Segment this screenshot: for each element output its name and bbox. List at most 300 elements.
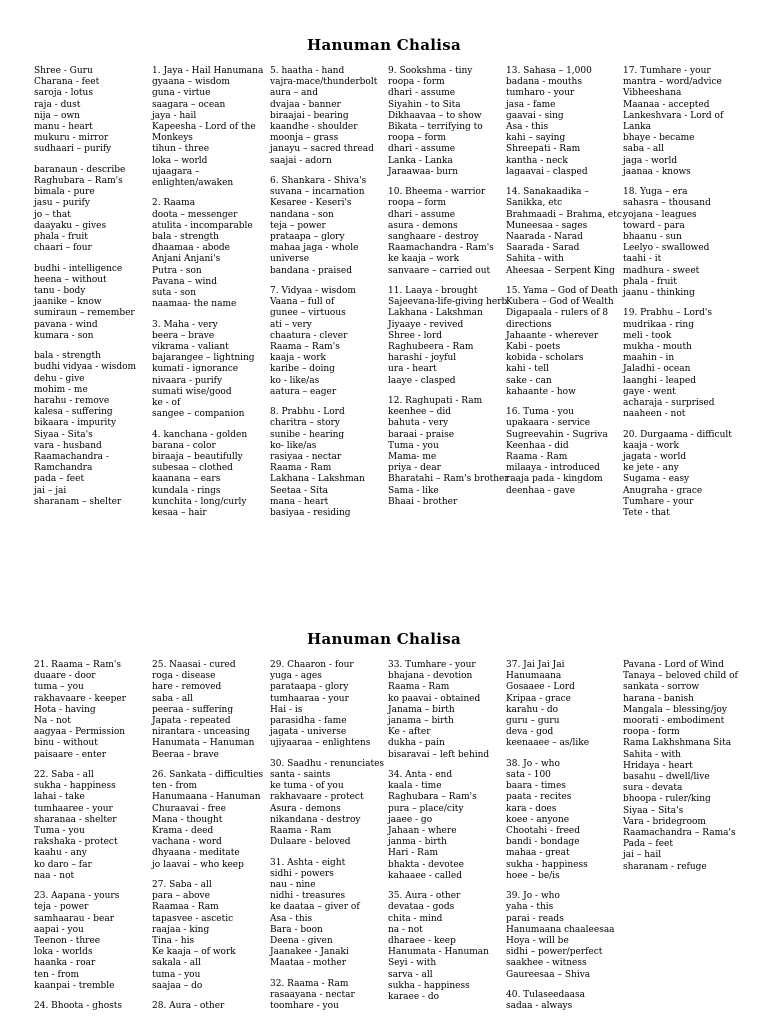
glossary-entry: Siyaa – Sita's	[623, 805, 684, 816]
glossary-entry: basahu – dwell/live	[623, 772, 710, 783]
glossary-entry: Bara - boon	[270, 924, 323, 935]
glossary-entry: sata - 100	[506, 770, 551, 781]
glossary-entry: kaandhe - shoulder	[270, 122, 358, 133]
glossary-entry: Asa - this	[506, 122, 549, 133]
glossary-entry: 26. Sankata - difficulties	[152, 770, 264, 781]
glossary-entry: heena – without	[34, 274, 107, 285]
glossary-entry: jaga - world	[623, 155, 678, 166]
glossary-entry: Tumhare - your	[623, 496, 694, 507]
glossary-entry: directions	[506, 319, 552, 330]
glossary-entry: jaanaa - knows	[623, 166, 691, 177]
glossary-entry: Kapeesha - Lord of the	[152, 122, 256, 133]
glossary-entry: Keenhaa - did	[506, 440, 569, 451]
glossary-entry: 35. Aura - other	[388, 891, 461, 902]
glossary-entry: 3. Maha - very	[152, 319, 218, 330]
glossary-entry: toomhare - you	[270, 1001, 339, 1012]
glossary-entry: parataapa - glory	[270, 682, 349, 693]
glossary-entry: mukuru - mirror	[34, 133, 109, 144]
glossary-entry: sadaa - always	[506, 1001, 573, 1012]
glossary-entry: ten - from	[152, 781, 198, 792]
glossary-entry: jaanu - thinking	[623, 288, 695, 299]
glossary-entry: loka – world	[152, 155, 208, 166]
glossary-entry: saajai - adorn	[270, 155, 332, 166]
glossary-entry: beera – brave	[152, 330, 215, 341]
glossary-entry: Hanumata - Hanuman	[388, 947, 489, 958]
glossary-entry: ura - heart	[388, 364, 437, 375]
glossary-entry: 31. Ashta - eight	[270, 857, 346, 868]
glossary-entry: sunibe - hearing	[270, 429, 345, 440]
glossary-entry: guna - virtue	[152, 88, 211, 99]
glossary-entry: Hota - having	[34, 704, 96, 715]
glossary-entry: tumharo - your	[506, 88, 575, 99]
glossary-entry: pavana - wind	[34, 319, 98, 330]
glossary-entry: rakshaka - protect	[34, 837, 118, 848]
glossary-entry: dhyaana - meditate	[152, 848, 240, 859]
entry-gap	[506, 178, 626, 187]
page-title-1: Hanuman Chalisa	[306, 36, 462, 54]
glossary-entry: Rama Lakhshmana Sita	[623, 738, 732, 749]
glossary-entry: jaya - hail	[152, 110, 197, 121]
glossary-entry: Japata - repeated	[152, 716, 231, 727]
glossary-entry: mana - heart	[270, 496, 329, 507]
glossary-entry: vara - husband	[34, 440, 102, 451]
glossary-entry: bikaara - impurity	[34, 418, 117, 429]
glossary-entry: 6. Shankara - Shiva's	[270, 176, 367, 187]
glossary-entry: samhaarau - bear	[34, 913, 115, 924]
glossary-entry: Hai - is	[270, 704, 303, 715]
glossary-entry: bhajana - devotion	[388, 671, 473, 682]
glossary-entry: sahasra – thousand	[623, 198, 711, 209]
glossary-entry: ke daataa – giver of	[270, 902, 360, 913]
glossary-entry: 2. Raama	[152, 198, 196, 209]
entry-gap	[34, 342, 154, 351]
glossary-entry: tuma – you	[34, 682, 84, 693]
glossary-column	[388, 66, 508, 508]
glossary-entry: Brahmaadi – Brahma, etc.	[506, 209, 625, 220]
glossary-entry: sidhi - powers	[270, 868, 334, 879]
glossary-entry: bimala - pure	[34, 187, 95, 198]
glossary-entry: 7. Vidyaa - wisdom	[270, 286, 356, 297]
glossary-column	[388, 660, 508, 1003]
glossary-entry: Kubera – God of Wealth	[506, 297, 614, 308]
glossary-entry: 21. Raama – Ram's	[34, 660, 121, 670]
glossary-entry: Maataa - mother	[270, 958, 347, 969]
glossary-entry: Sugama - easy	[623, 474, 690, 485]
glossary-entry: Jiyaaye - revived	[388, 319, 464, 330]
glossary-column	[152, 66, 272, 519]
glossary-entry: Ke kaaja – of work	[152, 947, 236, 958]
glossary-entry: gaye - went	[623, 386, 676, 397]
glossary-entry: Lanka - Lanka	[388, 155, 453, 166]
glossary-entry: biraaja – beautifully	[152, 452, 243, 463]
glossary-entry: ujaagara –	[152, 166, 200, 177]
glossary-entry: Tina - his	[152, 936, 195, 947]
glossary-entry: Aheesaa – Serpent King	[506, 265, 615, 276]
glossary-entry: 37. Jai Jai Jai	[506, 660, 565, 670]
glossary-entry: Leelyo - swallowed	[623, 243, 710, 254]
glossary-entry: 27. Saba - all	[152, 880, 212, 891]
glossary-entry: 5. haatha - hand	[270, 66, 345, 76]
glossary-entry: tumhaaree - your	[34, 803, 113, 814]
entry-gap	[270, 398, 390, 407]
glossary-entry: Hanumaana	[506, 671, 562, 682]
glossary-entry: Na - not	[34, 716, 71, 727]
glossary-entry: ke jete - any	[623, 463, 679, 474]
glossary-entry: bahuta - very	[388, 418, 449, 429]
glossary-entry: naamaa- the name	[152, 299, 237, 310]
glossary-entry: Raama - Ram	[270, 463, 332, 474]
entry-gap	[388, 178, 508, 187]
glossary-entry: kahi – saying	[506, 133, 566, 144]
glossary-entry: bajarangee – lightning	[152, 353, 255, 364]
glossary-entry: Krama - deed	[152, 826, 214, 837]
entry-gap	[34, 992, 154, 1001]
glossary-entry: mahaa - great	[506, 848, 570, 859]
glossary-column	[623, 66, 743, 519]
glossary-entry: Kesaree - Keseri's	[270, 198, 352, 209]
glossary-entry: karibe – doing	[270, 364, 335, 375]
glossary-entry: harahu - remove	[34, 396, 110, 407]
glossary-entry: kaahu - any	[34, 848, 87, 859]
glossary-entry: Hanumata – Hanuman	[152, 738, 255, 749]
glossary-entry: sumiraun – remember	[34, 308, 135, 319]
glossary-column	[623, 660, 743, 873]
glossary-entry: harashi - joyful	[388, 353, 457, 364]
glossary-entry: tapasvee - ascetic	[152, 913, 234, 924]
glossary-entry: gyaana – wisdom	[152, 77, 230, 88]
glossary-entry: Sanikka, etc	[506, 198, 563, 209]
glossary-entry: chita - mind	[388, 913, 443, 924]
glossary-entry: 19. Prabhu – Lord's	[623, 308, 713, 319]
entry-gap	[270, 750, 390, 759]
glossary-entry: ko paavai - obtained	[388, 693, 481, 704]
glossary-entry: 38. Jo - who	[506, 758, 560, 769]
glossary-entry: saba - all	[152, 693, 193, 704]
glossary-entry: Raghubara – Ram's	[388, 792, 477, 803]
glossary-entry: Jahaan - where	[388, 826, 457, 837]
glossary-entry: Dikhaavaa – to show	[388, 110, 482, 121]
glossary-entry: Anugraha - grace	[623, 485, 703, 496]
glossary-entry: Teenon - three	[34, 936, 101, 947]
glossary-entry: maahin - in	[623, 353, 675, 364]
glossary-entry: Hanumaana - Hanuman	[152, 792, 261, 803]
glossary-entry: pura – place/city	[388, 803, 464, 814]
glossary-entry: sharanam - refuge	[623, 861, 707, 872]
glossary-entry: Jaraawaa- burn	[388, 166, 459, 177]
glossary-entry: 12. Raghupati - Ram	[388, 396, 483, 407]
glossary-entry: keenaaee – as/like	[506, 738, 590, 749]
glossary-entry: keenhee – did	[388, 407, 451, 418]
glossary-entry: mukha - mouth	[623, 342, 692, 353]
glossary-entry: roga - disease	[152, 671, 216, 682]
glossary-entry: dukha - pain	[388, 738, 445, 749]
glossary-entry: Pada – feet	[623, 839, 673, 850]
glossary-entry: 10. Bheema - warrior	[388, 187, 486, 198]
glossary-entry: ujiyaaraa – enlightens	[270, 738, 371, 749]
glossary-entry: Charana - feet	[34, 77, 100, 88]
entry-gap	[270, 848, 390, 857]
glossary-entry: Pavana - Lord of Wind	[623, 660, 724, 670]
glossary-entry: Lakhana - Lakshman	[270, 474, 365, 485]
glossary-entry: yaha - this	[506, 902, 554, 913]
glossary-entry: Kripaa - grace	[506, 693, 571, 704]
glossary-entry: doota – messenger	[152, 209, 238, 220]
glossary-entry: 13. Sahasa – 1,000	[506, 66, 592, 76]
glossary-entry: karaee - do	[388, 992, 440, 1003]
glossary-entry: Raamaa - Ram	[152, 902, 219, 913]
glossary-entry: 17. Tumhare - your	[623, 66, 711, 76]
glossary-entry: janayu – sacred thread	[270, 144, 374, 155]
entry-gap	[270, 167, 390, 176]
glossary-entry: Siyaa - Sita's	[34, 429, 93, 440]
glossary-entry: janama – birth	[388, 716, 454, 727]
glossary-entry: roopa – form	[388, 198, 447, 209]
glossary-entry: bala - strength	[152, 232, 219, 243]
glossary-entry: roopa - form	[388, 77, 445, 88]
glossary-entry: 39. Jo - who	[506, 891, 560, 902]
glossary-entry: budhi - intelligence	[34, 263, 123, 274]
glossary-entry: Raama - Ram	[270, 826, 332, 837]
glossary-entry: dhaamaa - abode	[152, 243, 230, 254]
glossary-entry: Sahita - with	[623, 749, 681, 760]
glossary-entry: mahaa jaga - whole	[270, 243, 359, 254]
glossary-entry: suvana – incarnation	[270, 187, 365, 198]
glossary-entry: hare - removed	[152, 682, 222, 693]
glossary-entry: kundala - rings	[152, 485, 221, 496]
glossary-entry: mohim - me	[34, 384, 88, 395]
glossary-entry: Dulaare - beloved	[270, 837, 351, 848]
glossary-entry: haanka - roar	[34, 958, 96, 969]
glossary-entry: ke - of	[152, 398, 181, 409]
glossary-entry: jagata - world	[623, 452, 687, 463]
glossary-entry: Kabi - poets	[506, 342, 561, 353]
glossary-entry: 29. Chaaron - four	[270, 660, 354, 670]
glossary-entry: jasa - fame	[506, 99, 556, 110]
glossary-entry: 33. Tumhare - your	[388, 660, 476, 670]
glossary-entry: Deena - given	[270, 936, 333, 947]
entry-gap	[506, 398, 626, 407]
glossary-column	[152, 660, 272, 1012]
glossary-entry: mudrikaa - ring	[623, 319, 694, 330]
glossary-entry: santa - saints	[270, 770, 331, 781]
glossary-entry: Tuma - you	[34, 826, 85, 837]
glossary-entry: Saarada - Sarad	[506, 243, 580, 254]
glossary-entry: jaaee - go	[388, 814, 433, 825]
glossary-entry: Digapaala - rulers of 8	[506, 308, 609, 319]
glossary-entry: kumara - son	[34, 330, 94, 341]
glossary-entry: kahi - tell	[506, 364, 549, 375]
glossary-entry: priya - dear	[388, 463, 441, 474]
glossary-entry: Pavana – wind	[152, 276, 217, 287]
glossary-entry: jagata - universe	[270, 727, 347, 738]
glossary-entry: dehu - give	[34, 373, 85, 384]
glossary-entry: Asura - demons	[270, 803, 341, 814]
glossary-entry: Vaana – full of	[270, 297, 335, 308]
glossary-entry: Sama - like	[388, 485, 439, 496]
glossary-entry: 4. kanchana - golden	[152, 429, 248, 440]
glossary-entry: kumati - ignorance	[152, 364, 239, 375]
glossary-entry: suta - son	[152, 288, 196, 299]
glossary-entry: Raamachandra - Ram's	[388, 243, 494, 254]
glossary-entry: aapai - you	[34, 924, 84, 935]
glossary-entry: lagaavai - clasped	[506, 166, 588, 177]
glossary-entry: 18. Yuga – era	[623, 187, 688, 198]
glossary-column	[270, 66, 390, 519]
glossary-entry: Naarada - Narad	[506, 232, 583, 243]
glossary-entry: deenhaa - gave	[506, 485, 576, 496]
glossary-entry: karahu - do	[506, 704, 559, 715]
glossary-entry: vachana - word	[152, 837, 222, 848]
glossary-entry: sukha - happiness	[506, 859, 588, 870]
glossary-entry: roopa - form	[623, 727, 680, 738]
glossary-entry: Shreepati - Ram	[506, 144, 581, 155]
glossary-column	[34, 66, 154, 508]
entry-gap	[152, 761, 272, 770]
glossary-entry: nivaara - purify	[152, 375, 223, 386]
glossary-entry: nau - nine	[270, 880, 316, 891]
glossary-entry: baraai - praise	[388, 429, 455, 440]
glossary-entry: universe	[270, 254, 310, 265]
glossary-entry: 32. Raama - Ram	[270, 978, 349, 989]
glossary-entry: 15. Yama – God of Death	[506, 286, 619, 297]
glossary-entry: basiyaa - residing	[270, 508, 351, 519]
glossary-entry: ati – very	[270, 319, 312, 330]
glossary-entry: tihun - three	[152, 144, 210, 155]
glossary-entry: upakaara - service	[506, 418, 591, 429]
glossary-entry: Vibheeshana	[623, 88, 682, 99]
glossary-entry: laanghi - leaped	[623, 375, 697, 386]
glossary-entry: Chootahi - freed	[506, 826, 580, 837]
glossary-entry: lahai - take	[34, 792, 85, 803]
glossary-entry: tanu - body	[34, 286, 86, 297]
glossary-entry: pada – feet	[34, 474, 85, 485]
glossary-entry: bandana - praised	[270, 265, 352, 276]
glossary-entry: subesaa – clothed	[152, 463, 233, 474]
entry-gap	[270, 970, 390, 979]
glossary-entry: budhi vidyaa - wisdom	[34, 362, 137, 373]
glossary-entry: sarva - all	[388, 969, 433, 980]
glossary-entry: rasaayana - nectar	[270, 990, 355, 1001]
glossary-entry: Vara - bridegroom	[623, 816, 706, 827]
glossary-entry: vikrama - valiant	[152, 342, 229, 353]
page-title-2: Hanuman Chalisa	[306, 630, 462, 648]
glossary-entry: jai – jai	[34, 485, 67, 496]
glossary-entry: ko - like/as	[270, 375, 320, 386]
glossary-entry: Beeraa - brave	[152, 749, 219, 760]
glossary-entry: parai - reads	[506, 913, 564, 924]
glossary-entry: sharanam – shelter	[34, 496, 122, 507]
glossary-entry: 16. Tuma - you	[506, 407, 574, 418]
glossary-entry: bhoopa - ruler/king	[623, 794, 711, 805]
glossary-entry: acharaja - surprised	[623, 398, 715, 409]
glossary-entry: kahaaee - called	[388, 870, 463, 881]
glossary-entry: kesaa – hair	[152, 508, 207, 519]
glossary-entry: bisaravai – left behind	[388, 749, 490, 760]
glossary-entry: chaari – four	[34, 243, 92, 254]
glossary-entry: kantha - neck	[506, 155, 568, 166]
glossary-entry: 23. Aapana - yours	[34, 891, 120, 902]
glossary-entry: meli - took	[623, 330, 672, 341]
glossary-entry: 28. Aura - other	[152, 1001, 225, 1012]
glossary-entry: sakala - all	[152, 958, 201, 969]
glossary-entry: raja - dust	[34, 99, 81, 110]
glossary-entry: dhari - assume	[388, 144, 456, 155]
glossary-entry: guru – guru	[506, 716, 560, 727]
glossary-entry: moonja – grass	[270, 133, 339, 144]
entry-gap	[388, 882, 508, 891]
glossary-entry: jaanike – know	[34, 297, 102, 308]
glossary-entry: Seetaa - Sita	[270, 485, 328, 496]
glossary-entry: sake - can	[506, 375, 552, 386]
glossary-entry: biraajai - bearing	[270, 110, 349, 121]
glossary-entry: sidhi – power/perfect	[506, 947, 603, 958]
glossary-entry: 22. Saba - all	[34, 770, 94, 781]
entry-gap	[506, 882, 626, 891]
glossary-entry: teja - power	[34, 902, 89, 913]
entry-gap	[34, 882, 154, 891]
glossary-entry: Lanka	[623, 122, 651, 133]
entry-gap	[34, 156, 154, 165]
glossary-entry: jo – that	[34, 209, 71, 220]
glossary-entry: paisaare - enter	[34, 749, 107, 760]
glossary-entry: nidhi - treasures	[270, 891, 346, 902]
glossary-column	[506, 66, 626, 497]
entry-gap	[152, 420, 272, 429]
glossary-entry: Jaanakee - Janaki	[270, 947, 349, 958]
glossary-entry: Raama – Ram's	[270, 342, 340, 353]
glossary-entry: rakhavaare - protect	[270, 792, 364, 803]
entry-gap	[623, 420, 743, 429]
glossary-entry: Tuma - you	[388, 440, 439, 451]
glossary-entry: manu - heart	[34, 122, 93, 133]
glossary-entry: chaatura - clever	[270, 330, 348, 341]
entry-gap	[388, 387, 508, 396]
entry-gap	[623, 299, 743, 308]
glossary-entry: 1. Jaya - Hail Hanumana	[152, 66, 264, 76]
glossary-entry: para – above	[152, 891, 210, 902]
glossary-entry: saajaa – do	[152, 980, 203, 991]
glossary-entry: Muneesaa - sages	[506, 220, 588, 231]
glossary-entry: Raghubara – Ram's	[34, 176, 123, 187]
glossary-entry: Jahaante - wherever	[506, 330, 599, 341]
glossary-entry: 34. Anta - end	[388, 770, 453, 781]
glossary-entry: naaheen - not	[623, 409, 686, 420]
glossary-entry: madhura - sweet	[623, 265, 700, 276]
glossary-entry: kaanana – ears	[152, 474, 221, 485]
glossary-entry: aura – and	[270, 88, 318, 99]
glossary-entry: raaja pada - kingdom	[506, 474, 603, 485]
glossary-entry: Mangala – blessing/joy	[623, 704, 727, 715]
glossary-entry: kunchita - long/curly	[152, 496, 247, 507]
glossary-entry: ten - from	[34, 969, 80, 980]
glossary-entry: Seyi - with	[388, 958, 437, 969]
glossary-entry: Mana - thought	[152, 814, 223, 825]
glossary-entry: parasidha - fame	[270, 716, 347, 727]
glossary-entry: sudhaari – purify	[34, 144, 112, 155]
glossary-entry: Maanaa - accepted	[623, 99, 710, 110]
glossary-entry: Raama - Ram	[506, 452, 568, 463]
glossary-entry: ke tuma - of you	[270, 781, 344, 792]
glossary-entry: Raghubeera - Ram	[388, 342, 474, 353]
glossary-entry: ko daro – far	[34, 859, 92, 870]
glossary-entry: enlighten/awaken	[152, 178, 234, 189]
glossary-entry: Lakhana - Lakshman	[388, 308, 483, 319]
glossary-entry: 40. Tulaseedaasa	[506, 990, 585, 1001]
glossary-entry: aatura – eager	[270, 386, 337, 397]
glossary-entry: Raamachandra -	[34, 452, 109, 463]
glossary-entry: gunee – virtuous	[270, 308, 346, 319]
glossary-entry: sukha - happiness	[388, 980, 470, 991]
